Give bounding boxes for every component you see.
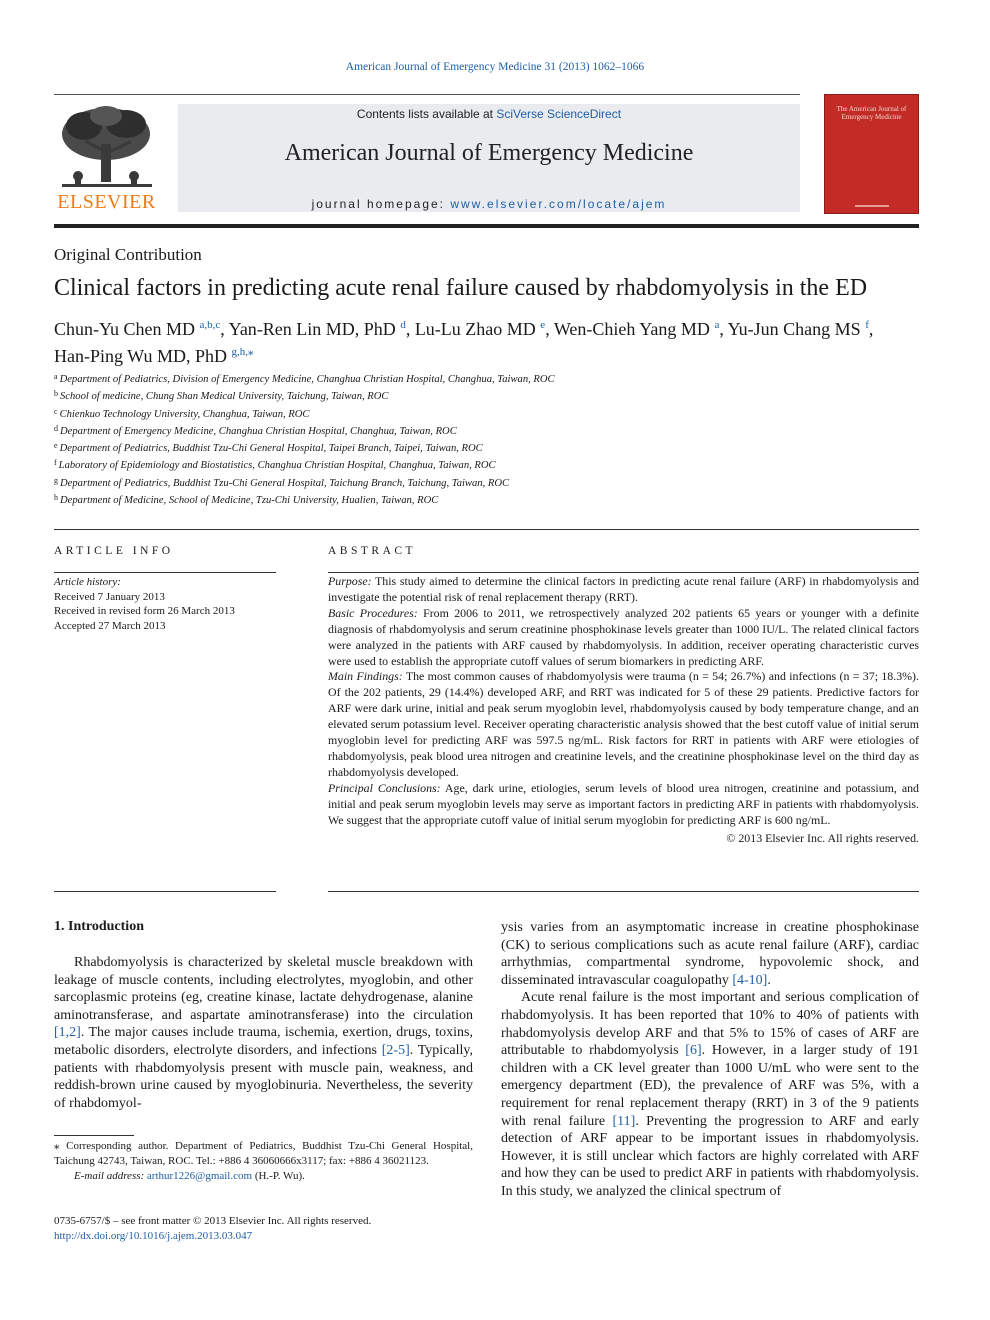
elsevier-tree-icon: [54, 104, 159, 194]
affiliation: $^c$ Chienkuo Technology University, Changhua, Taiwan, ROC: [54, 406, 310, 420]
elsevier-logo: [54, 104, 159, 216]
abstract-copyright: © 2013 Elsevier Inc. All rights reserved.: [726, 830, 919, 845]
affiliation: $^h$ Department of Medicine, School of Medicine, Tzu-Chi University, Hualien, Taiwan, ROC: [54, 493, 439, 507]
author[interactable]: Yan-Ren Lin MD, PhD $^d$,: [228, 319, 415, 339]
citation-link[interactable]: [2-5]: [381, 1042, 410, 1058]
author[interactable]: Chun-Yu Chen MD $^{a,b,c}$,: [54, 319, 229, 339]
author[interactable]: Lu-Lu Zhao MD $^e$,: [414, 319, 554, 339]
cover-title: The American Journal of Emergency Medicine: [836, 105, 907, 121]
journal-title: American Journal of Emergency Medicine: [284, 140, 694, 166]
author-list: [54, 314, 924, 368]
affiliation: $^f$ Laboratory of Epidemiology and Biostatistics, Changhua Christian Hospital, Changhua, Taiwan, ROC: [54, 458, 496, 472]
citation-link[interactable]: [6]: [685, 1043, 702, 1059]
citation-link[interactable]: [11]: [612, 1113, 636, 1129]
author[interactable]: Yu-Jun Chang MS $^f$,: [727, 319, 874, 339]
journal-citation[interactable]: American Journal of Emergency Medicine 31 (2013) 1062–1066: [345, 61, 645, 73]
author[interactable]: Wen-Chieh Yang MD $^a$,: [553, 319, 728, 339]
contents-prefix: Contents lists available at: [356, 107, 493, 121]
affiliation-list: [54, 370, 854, 508]
article-info-bottom-rule: [54, 891, 276, 892]
history-label: Article history:: [54, 576, 121, 588]
abstract-findings: Main Findings: The most common causes of rhabdomyolysis were trauma (n = 54; 26.7%) and infections (n = 37; 18.3%). Of the 202 patients, 29 (14.4%) developed ARF, and RRT was indicated for 5 of these 29 patients. Predictive factors for ARF were dark urine, initial and peak serum myoglobin level, rhabdomyolysis caused by body temperature change, and an elevated serum potassium level. Receiver operating characteristic analysis showed that the best cutoff value of initial serum myoglobin level for predicting ARF was 597.5 ng/mL. Risk factors for RRT in patients with ARF were etiologies of rhabdomyolysis, peak blood urea nitrogen and creatinine levels, and the creatinine phosphokinase level on the third day as rhabdomyolysis developed.: [328, 669, 919, 779]
affiliation: $^d$ Department of Emergency Medicine, Changhua Christian Hospital, Changhua, Taiwan, ROC: [54, 423, 457, 437]
doi-link[interactable]: http://dx.doi.org/10.1016/j.ajem.2013.03.047: [54, 1229, 253, 1242]
affiliation: $^b$ School of medicine, Chung Shan Medical University, Taichung, Taiwan, ROC: [54, 389, 389, 403]
article-history: [54, 575, 284, 633]
abstract-heading: ABSTRACT: [328, 545, 417, 557]
author-affil-ref: a,b,c: [199, 319, 221, 331]
email-link[interactable]: arthur1226@gmail.com: [146, 1170, 253, 1182]
affiliation: $^a$ Department of Pediatrics, Division of Emergency Medicine, Changhua Christian Hospital, Changhua, Taiwan, ROC: [54, 372, 555, 385]
body-column-right: [501, 919, 919, 1201]
citation-link[interactable]: [1,2]: [54, 1025, 81, 1041]
affiliation: $^g$ Department of Pediatrics, Buddhist Tzu-Chi General Hospital, Taichung Branch, Taichung, Taiwan, ROC: [54, 475, 510, 489]
intro-paragraph: Rhabdomyolysis is characterized by skeletal muscle breakdown with leakage of muscle contents, including electrolytes, myoglobin, and other sarcoplasmic proteins (eg, creatine kinase, lactate dehydrogenase, alanine aminotransferase, and aspartate aminotransferase) into the circulation [1,2]. The major causes include trauma, ischemia, exertion, drugs, toxins, metabolic disorders, electrolyte disorders, and infections [2-5]. Typically, patients with rhabdomyolysis present with muscle pain, weakness, and reddish-brown urine caused by myoglobinuria. Nevertheless, the severity of rhabdomyol-: [54, 955, 473, 1111]
author-affil-ref: d: [400, 319, 406, 331]
article-info-rule: [54, 572, 276, 573]
revised-date: Received in revised form 26 March 2013: [54, 605, 235, 617]
received-date: Received 7 January 2013: [54, 590, 165, 603]
article-title: Clinical factors in predicting acute renal failure caused by rhabdomyolysis in the ED: [54, 275, 868, 301]
section-type: Original Contribution: [54, 245, 202, 264]
accepted-date: Accepted 27 March 2013: [54, 619, 166, 632]
bottom-matter: [54, 1214, 554, 1243]
intro-paragraph: ysis varies from an asymptomatic increase in creatine phosphokinase (CK) to serious complications such as acute renal failure (ARF), cardiac arrhythmias, compartmental syndrome, hypovolemic shock, and disseminated intravascular coagulopathy [4-10].: [501, 920, 919, 988]
abstract-procedures: Basic Procedures: From 2006 to 2011, we retrospectively analyzed 202 patients 65 years or younger with a definite diagnosis of rhabdomyolysis and serum creatinine phosphokinase levels greater than 1000 IU/L. The related clinical factors were analyzed in the patients with ARF caused by rhabdomyolysis. In addition, receiver operating characteristic curves were used to establish the appropriate cutoff values of serum biomarkers in predicting ARF.: [328, 605, 919, 668]
journal-cover-thumbnail[interactable]: [824, 94, 919, 214]
abstract-bottom-rule: [328, 891, 919, 892]
header-rule: [54, 94, 800, 95]
homepage-link[interactable]: www.elsevier.com/locate/ajem: [450, 197, 667, 211]
intro-paragraph: Acute renal failure is the most important and serious complication of rhabdomyolysis. It has been reported that 10% to 40% of patients with rhabdomyolysis develop ARF and that 5% to 15% of cases of ARF are attributable to rhabdomyolysis [6]. However, in a larger study of 191 children with a CK level greater than 1000 U/mL who were sent to the emergency department (ED), the prevalence of ARF was 5%, with a requirement for renal replacement therapy (RRT) in 3 of the 9 patients with renal failure [11]. Preventing the progression to ARF and early detection of ARF appear to be important issues in rhabdomyolysis. However, it is still unclear which factors are highly correlated with ARF and how they can be used to predict ARF in patients with rhabdomyolysis. In this study, we analyzed the clinical spectrum of: [501, 990, 919, 1199]
cover-decoration: [855, 205, 889, 207]
issn-line: 0735-6757/$ – see front matter © 2013 Elsevier Inc. All rights reserved.: [54, 1215, 372, 1227]
body-column-left: [54, 954, 473, 1112]
homepage-prefix: journal homepage:: [311, 197, 445, 211]
abstract-conclusions: Principal Conclusions: Age, dark urine, etiologies, serum levels of blood urea nitrogen, creatinine and potassium, and initial and peak serum myoglobin levels may serve as important factors in predicting ARF in patients with rhabdomyolysis. We suggest that the appropriate cutoff value of initial serum myoglobin for predicting ARF is 600 ng/mL.: [328, 780, 919, 827]
journal-homepage: [178, 197, 800, 211]
journal-banner: [178, 104, 800, 212]
citation-link[interactable]: [4-10]: [732, 972, 768, 988]
section-rule: [54, 529, 919, 530]
author-affil-ref: a: [714, 319, 720, 331]
author-affil-ref: f: [865, 319, 869, 331]
author-affil-ref: g,h,⁎: [231, 346, 254, 358]
corresponding-author-footnote: [54, 1139, 473, 1184]
sciencedirect-link[interactable]: SciVerse ScienceDirect: [496, 107, 622, 121]
elsevier-wordmark: ELSEVIER: [57, 191, 156, 213]
author-affil-ref: e: [540, 319, 546, 331]
header-thick-rule: [54, 224, 919, 228]
introduction-heading: 1. Introduction: [54, 919, 144, 934]
affiliation: $^e$ Department of Pediatrics, Buddhist Tzu-Chi General Hospital, Taipei Branch, Taipei, Taiwan, ROC: [54, 441, 483, 455]
abstract-body: [328, 574, 919, 846]
corresponding-note: ⁎ Corresponding author. Department of Pediatrics, Buddhist Tzu-Chi General Hospital, Taichung 42743, Taiwan, ROC. Tel.: +886 4 36060666x3117; fax: +886 4 36021123.: [54, 1140, 473, 1167]
abstract-rule: [328, 572, 919, 573]
contents-line: [178, 107, 800, 121]
email-line: E-mail address: arthur1226@gmail.com (H.-P. Wu).: [74, 1170, 305, 1182]
article-info-heading: ARTICLE INFO: [54, 545, 174, 557]
author[interactable]: Han-Ping Wu MD, PhD $^{g,h,⁎}$: [54, 346, 254, 366]
footnote-rule: [54, 1135, 134, 1136]
abstract-purpose: Purpose: This study aimed to determine the clinical factors in predicting acute renal failure (ARF) in rhabdomyolysis and investigate the potential risk of renal replacement therapy (RRT).: [328, 574, 919, 604]
